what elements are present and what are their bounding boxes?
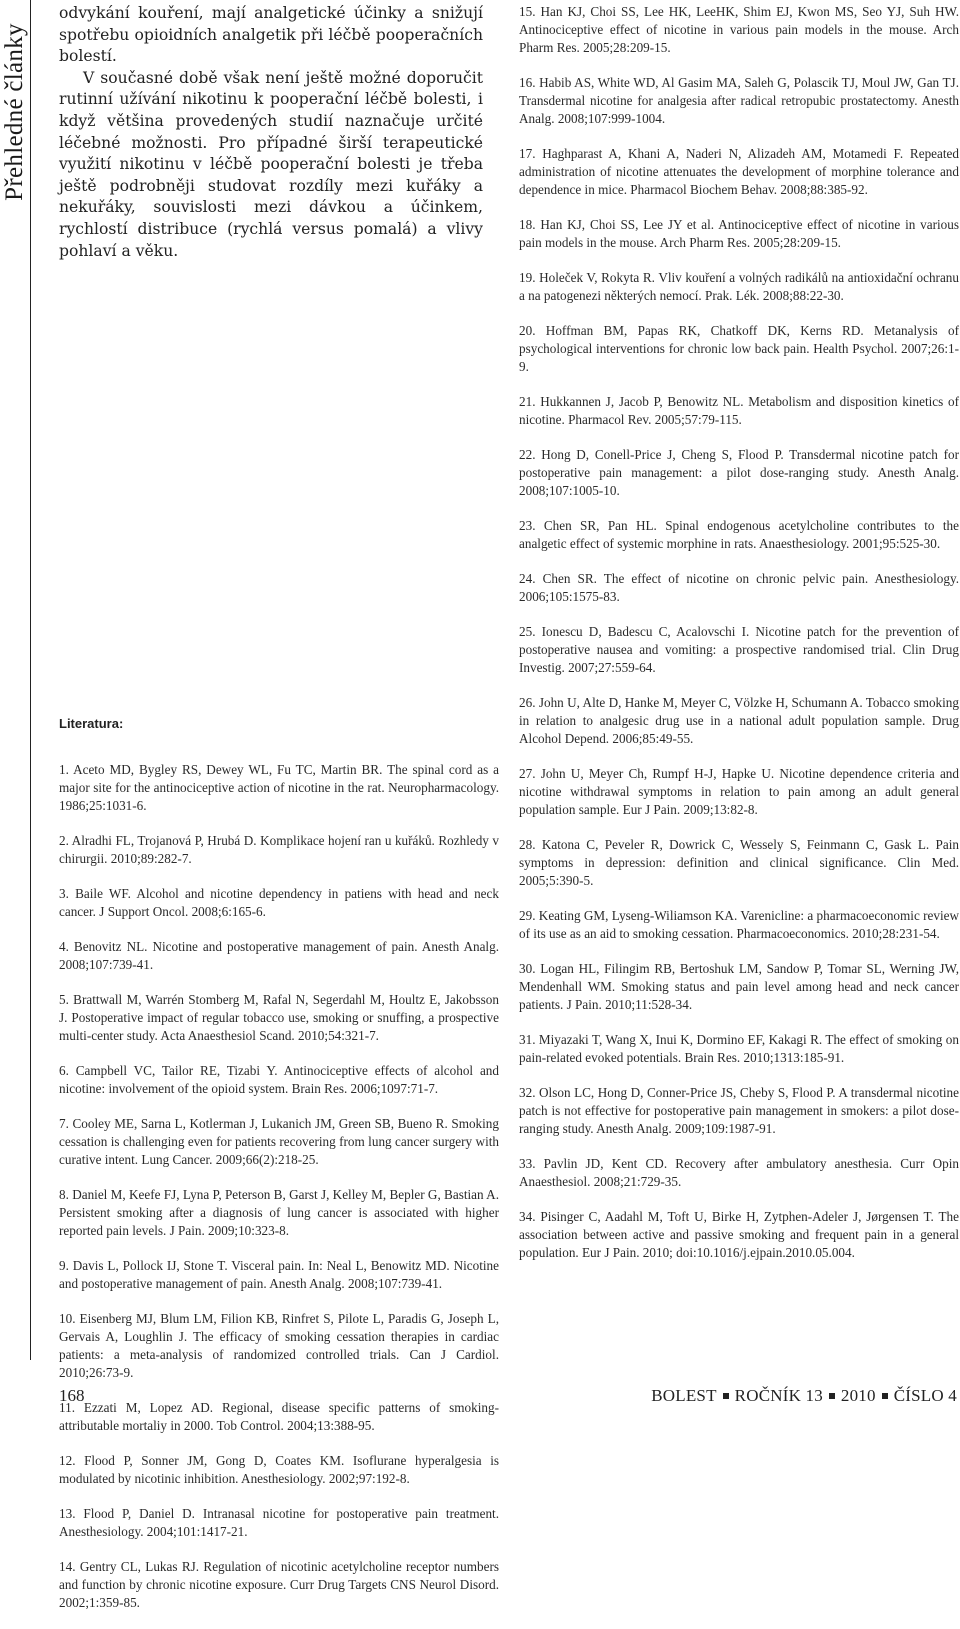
reference-item: 20. Hoffman BM, Papas RK, Chatkoff DK, Kerns RD. Metanalysis of psychological interventions for chronic low back pain. Health Psychol. 2007;26:1-9.: [519, 323, 959, 374]
reference-item: 5. Brattwall M, Warrén Stomberg M, Rafal N, Segerdahl M, Houltz E, Jakobsson J. Postoperative impact of regular tobacco use, smoking or snuffing, a prospective multi-center study. Acta Anaesthesiol Scand. 2010;54:321-7.: [59, 992, 499, 1043]
reference-item: 9. Davis L, Pollock IJ, Stone T. Visceral pain. In: Neal L, Benowitz MD. Nicotine and postoperative management of pain. Anesth Analg. 2008;107:739-41.: [59, 1258, 499, 1291]
reference-item: 15. Han KJ, Choi SS, Lee HK, LeeHK, Shim EJ, Kwon MS, Seo YJ, Suh HW. Antinociceptive effect of nicotine in various pain models in the mouse. Arch Pharm Res. 2005;28:209-15.: [519, 4, 959, 55]
separator-square-icon: [829, 1393, 835, 1399]
reference-item: 33. Pavlin JD, Kent CD. Recovery after ambulatory anesthesia. Curr Opin Anaesthesiol. 2008;21:729-35.: [519, 1156, 959, 1189]
reference-item: 1. Aceto MD, Bygley RS, Dewey WL, Fu TC, Martin BR. The spinal cord as a major site for the antinociceptive action of nicotine in the rat. Neuropharmacology. 1986;25:1031-6.: [59, 762, 499, 813]
journal-year: 2010: [840, 1386, 876, 1405]
reference-item: 28. Katona C, Peveler R, Dowrick C, Wessely S, Feinmann C, Gask L. Pain symptoms in depression: definition and clinical significance. Clin Med. 2005;5:390-5.: [519, 837, 959, 888]
section-label: Přehledné články: [1, 23, 28, 201]
page-number: 168: [59, 1386, 85, 1405]
intro-paragraph: odvykání kouření, mají analgetické účinky a snižují spotřebu opioidních analgetik při léčbě pooperačních bolestí.: [59, 4, 483, 66]
journal-name: BOLEST: [651, 1386, 717, 1405]
reference-item: 14. Gentry CL, Lukas RJ. Regulation of nicotinic acetylcholine receptor numbers and function by chronic nicotine exposure. Curr Drug Targets CNS Neurol Disord. 2002;1:359-85.: [59, 1559, 499, 1610]
reference-item: 12. Flood P, Sonner JM, Gong D, Coates KM. Isoflurane hyperalgesia is modulated by nicotinic inhibition. Anesthesiology. 2002;97:192-8.: [59, 1453, 499, 1486]
reference-item: 23. Chen SR, Pan HL. Spinal endogenous acetylcholine contributes to the analgetic effect of systemic morphine in rats. Anaesthesiology. 2001;95:525-30.: [519, 518, 959, 551]
intro-text: [59, 3, 483, 262]
reference-item: 16. Habib AS, White WD, Al Gasim MA, Saleh G, Polascik TJ, Moul JW, Gan TJ. Transdermal nicotine for analgesia after radical retropubic prostatectomy. Anesth Analg. 2008;107:999-1004.: [519, 75, 959, 126]
reference-item: 2. Alradhi FL, Trojanová P, Hrubá D. Komplikace hojení ran u kuřáků. Rozhledy v chirurgii. 2010;89:282-7.: [59, 833, 499, 866]
journal-issue: ČÍSLO 4: [893, 1386, 957, 1405]
references-right: [519, 3, 959, 1279]
reference-item: 34. Pisinger C, Aadahl M, Toft U, Birke H, Zytphen-Adeler J, Jørgensen T. The association between active and passive smoking and frequent pain in a general population. Eur J Pain. 2010; doi:10.1016/j.ejpain.2010.05.004.: [519, 1209, 959, 1260]
literature-heading: Literatura:: [59, 716, 124, 731]
reference-item: 25. Ionescu D, Badescu C, Acalovschi I. Nicotine patch for the prevention of postoperative nausea and vomiting: a prospective randomised trial. Clin Drug Investig. 2007;27:559-64.: [519, 624, 959, 675]
reference-item: 13. Flood P, Daniel D. Intranasal nicotine for postoperative pain treatment. Anesthesiology. 2004;101:1417-21.: [59, 1506, 499, 1539]
reference-item: 21. Hukkannen J, Jacob P, Benowitz NL. Metabolism and disposition kinetics of nicotine. Pharmacol Rev. 2005;57:79-115.: [519, 394, 959, 427]
page-footer: [0, 1386, 960, 1408]
references-left: [59, 761, 499, 1629]
reference-item: 27. John U, Meyer Ch, Rumpf H-J, Hapke U. Nicotine dependence criteria and nicotine withdrawal symptoms in relation to pain among an adult general population sample. Eur J Pain. 2009;13:82-8.: [519, 766, 959, 817]
reference-item: 24. Chen SR. The effect of nicotine on chronic pelvic pain. Anesthesiology. 2006;105:1575-83.: [519, 571, 959, 604]
reference-item: 17. Haghparast A, Khani A, Naderi N, Alizadeh AM, Motamedi F. Repeated administration of nicotine attenuates the development of morphine tolerance and dependence in mice. Pharmacol Biochem Behav. 2008;88:385-92.: [519, 146, 959, 197]
reference-item: 4. Benovitz NL. Nicotine and postoperative management of pain. Anesth Analg. 2008;107:739-41.: [59, 939, 499, 972]
reference-item: 26. John U, Alte D, Hanke M, Meyer C, Völzke H, Schumann A. Tobacco smoking in relation to analgesic drug use in a national adult population sample. Drug Alcohol Depend. 2006;85:49-55.: [519, 695, 959, 746]
reference-item: 19. Holeček V, Rokyta R. Vliv kouření a volných radikálů na antioxidační ochranu a na patogenezi některých nemocí. Prak. Lék. 2008;88:22-30.: [519, 270, 959, 303]
journal-volume: ROČNÍK 13: [734, 1386, 823, 1405]
separator-square-icon: [882, 1393, 888, 1399]
reference-item: 18. Han KJ, Choi SS, Lee JY et al. Antinociceptive effect of nicotine in various pain models in the mouse. Arch Pharm Res. 2005;28:209-15.: [519, 217, 959, 250]
reference-item: 11. Ezzati M, Lopez AD. Regional, disease specific patterns of smoking-attributable mortaliy in 2000. Tob Control. 2004;13:388-95.: [59, 1400, 499, 1433]
journal-info: [651, 1386, 957, 1406]
reference-item: 32. Olson LC, Hong D, Conner-Price JS, Cheby S, Flood P. A transdermal nicotine patch is not effective for postoperative pain management in smokers: a pilot dose-ranging study. Anesth Analg. 2009;109:1987-91.: [519, 1085, 959, 1136]
reference-item: 6. Campbell VC, Tailor RE, Tizabi Y. Antinociceptive effects of alcohol and nicotine: involvement of the opioid system. Brain Res. 2006;1097:71-7.: [59, 1063, 499, 1096]
intro-paragraph: V současné době však není ještě možné doporučit rutinní užívání nikotinu k pooperační léčbě bolesti, i když většina provedených studií naznačuje určité léčebné možnosti. Pro případné širší terapeutické využití nikotinu v léčbě pooperační bolesti je třeba ještě podrobněji studovat rozdíly mezi kuřáky a nekuřáky, souvislosti mezi dávkou a účinkem, rychlostí distribuce (rychlá versus pomalá) a vlivy pohlaví a věku.: [59, 68, 483, 260]
reference-item: 10. Eisenberg MJ, Blum LM, Filion KB, Rinfret S, Pilote L, Paradis G, Joseph L, Gervais A, Loughlin J. The efficacy of smoking cessation therapies in cardiac patients: a meta-analysis of randomized controlled trials. Can J Cardiol. 2010;26:73-9.: [59, 1311, 499, 1380]
reference-item: 7. Cooley ME, Sarna L, Kotlerman J, Lukanich JM, Green SB, Bueno R. Smoking cessation is challenging even for patients recovering from lung cancer surgery with curative intent. Lung Cancer. 2009;66(2):218-25.: [59, 1116, 499, 1167]
reference-item: 31. Miyazaki T, Wang X, Inui K, Dormino EF, Kakagi R. The effect of smoking on pain-related evoked potentials. Brain Res. 2010;1313:185-91.: [519, 1032, 959, 1065]
reference-item: 8. Daniel M, Keefe FJ, Lyna P, Peterson B, Garst J, Kelley M, Bepler G, Bastian A. Persistent smoking after a diagnosis of lung cancer is associated with higher reported pain levels. J Pain. 2009;10:323-8.: [59, 1187, 499, 1238]
section-sidebar: [0, 0, 31, 1360]
separator-square-icon: [723, 1393, 729, 1399]
reference-item: 3. Baile WF. Alcohol and nicotine dependency in patiens with head and neck cancer. J Support Oncol. 2008;6:165-6.: [59, 886, 499, 919]
reference-item: 30. Logan HL, Filingim RB, Bertoshuk LM, Sandow P, Tomar SL, Werning JW, Mendenhall WM. Smoking status and pain level among head and neck cancer patients. J Pain. 2010;11:528-34.: [519, 961, 959, 1012]
reference-item: 22. Hong D, Conell-Price J, Cheng S, Flood P. Transdermal nicotine patch for postoperative pain management: a pilot dose-ranging study. Anesth Analg. 2008;107:1005-10.: [519, 447, 959, 498]
reference-item: 29. Keating GM, Lyseng-Wiliamson KA. Varenicline: a pharmacoeconomic review of its use as an aid to smoking cessation. Pharmacoeconomics. 2010;28:231-54.: [519, 908, 959, 941]
